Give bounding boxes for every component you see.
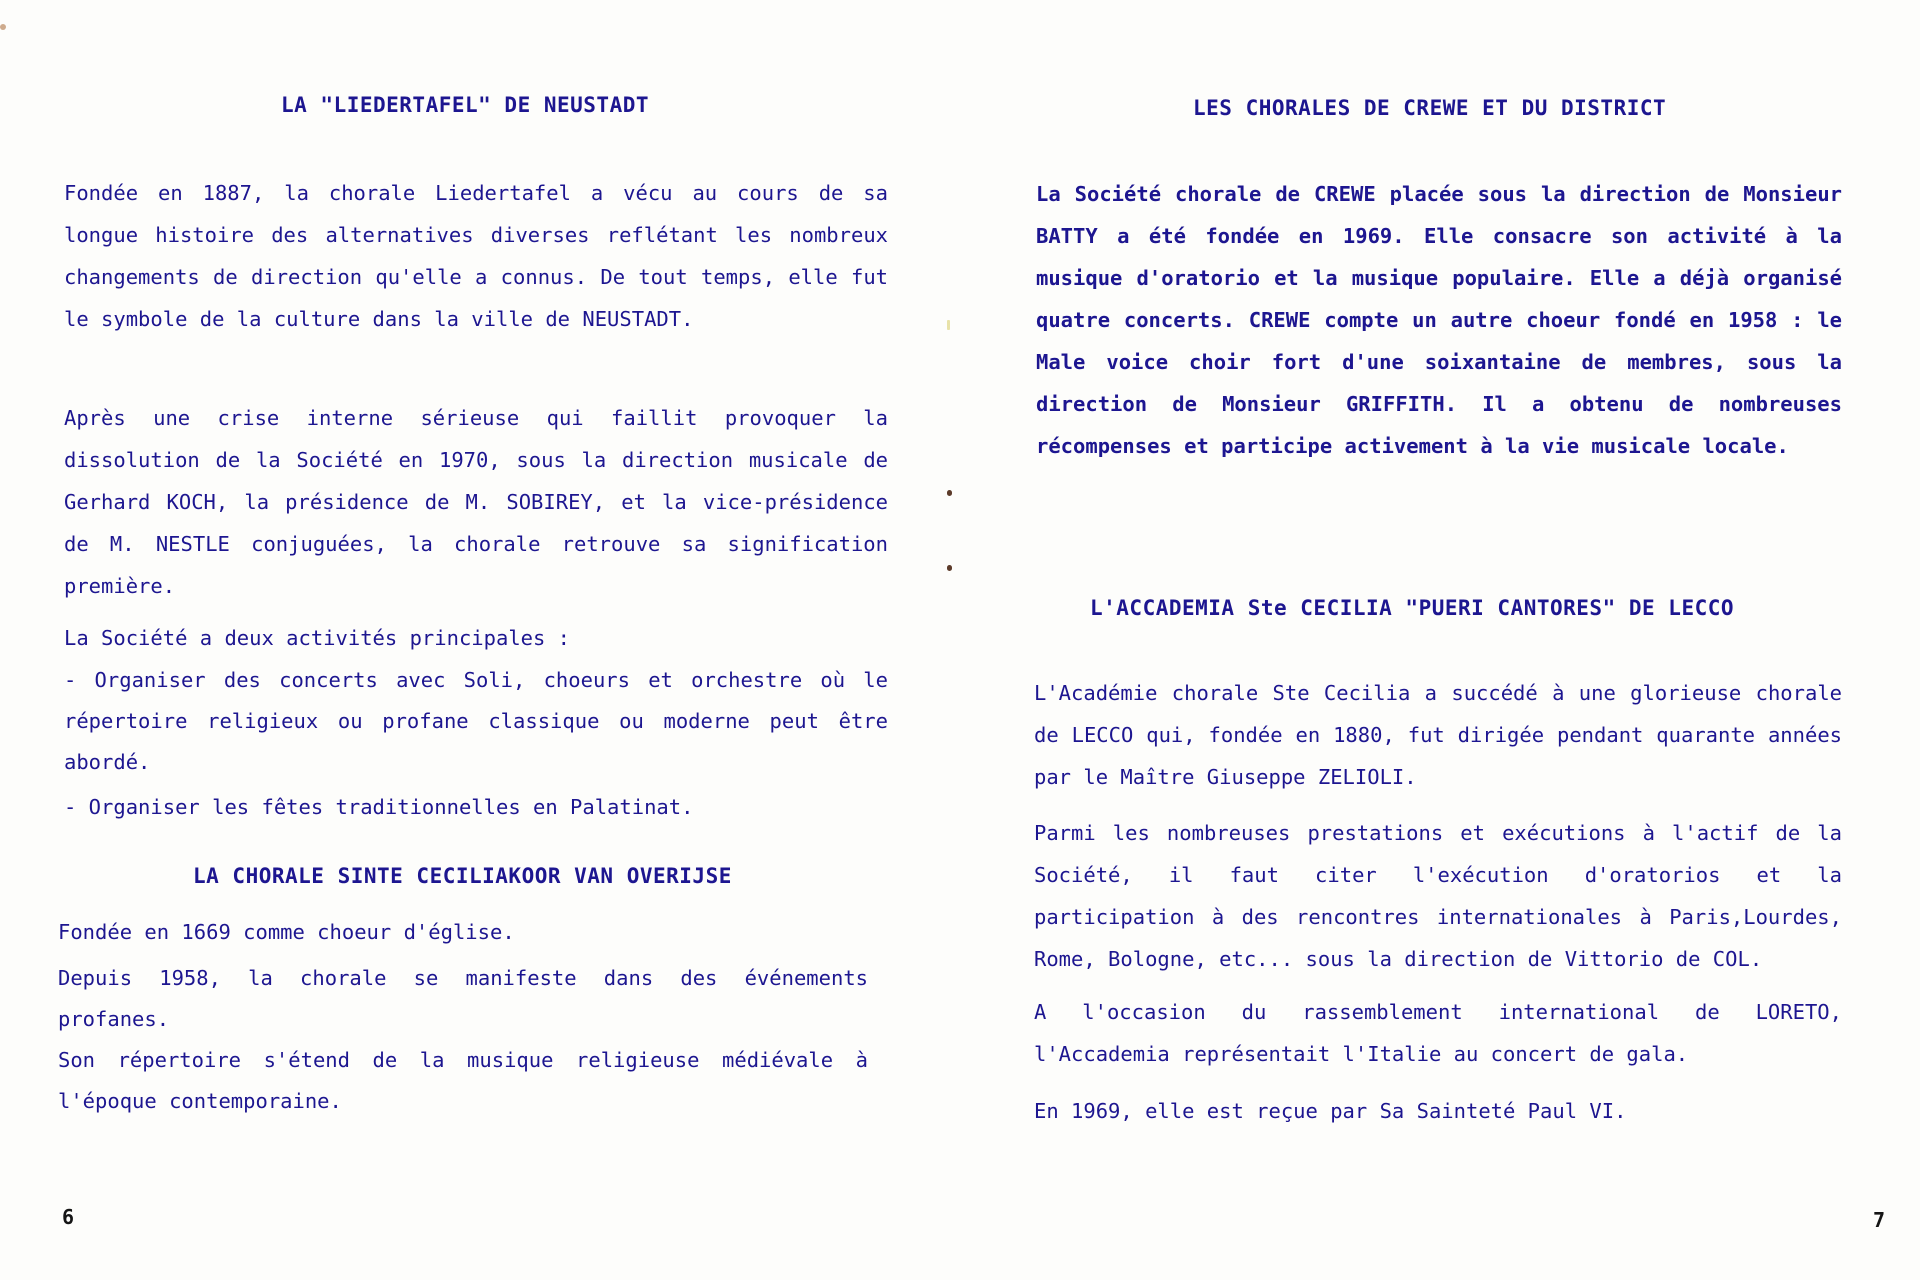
paragraph-activity-concerts: - Organiser des concerts avec Soli, choeurs et orchestre où le répertoire religieux ou profane classique ou moderne peut être abordé. xyxy=(64,668,888,774)
right-page xyxy=(960,0,1920,1280)
paragraph-accademia-loreto: A l'occasion du rassemblement international de LORETO, l'Accademia représentait l'Italie au concert de gala. xyxy=(1034,1000,1842,1066)
paragraph-crewe: La Société chorale de CREWE placée sous la direction de Monsieur BATTY a été fondée en 1969. Elle consacre son activité à la musique d'oratorio et la musique populaire. Elle a déjà organisé quatre concerts. CREWE compte un autre choeur fondé en 1958 : le Male voice choir fort d'une soixantaine de membres, sous la direction de Monsieur GRIFFITH. Il a obtenu de nombreuses récompenses et participe activement à la vie musicale locale. xyxy=(1036,182,1842,458)
page-number-right: 7 xyxy=(1873,1208,1886,1232)
paragraph-liedertafel-crisis: Après une crise interne sérieuse qui faillit provoquer la dissolution de la Société en 1970, sous la direction musicale de Gerhard KOCH, la présidence de M. SOBIREY, et la vice-présidence de M. NESTLE conjuguées, la chorale retrouve sa signification première. xyxy=(64,406,888,598)
paragraph-activities-intro: La Société a deux activités principales : xyxy=(64,626,571,650)
heading-liedertafel: LA "LIEDERTAFEL" DE NEUSTADT xyxy=(281,93,650,117)
paragraph-accademia-paul-vi: En 1969, elle est reçue par Sa Sainteté Paul VI. xyxy=(1034,1099,1627,1123)
gutter-mark xyxy=(947,320,950,330)
heading-sinte-ceciliakoor: LA CHORALE SINTE CECILIAKOOR VAN OVERIJSE xyxy=(193,864,732,888)
gutter-mark xyxy=(947,490,952,496)
sinte-line-since-1958: Depuis 1958, la chorale se manifeste dans des événements profanes. xyxy=(58,966,868,1031)
sinte-line-repertoire: Son répertoire s'étend de la musique religieuse médiévale à l'époque contemporaine. xyxy=(58,1048,868,1113)
paragraph-liedertafel-history: Fondée en 1887, la chorale Liedertafel a vécu au cours de sa longue histoire des alternatives diverses reflétant les nombreux changements de direction qu'elle a connus. De tout temps, elle fut le symbole de la culture dans la ville de NEUSTADT. xyxy=(64,181,888,331)
paragraph-accademia-origin: L'Académie chorale Ste Cecilia a succédé à une glorieuse chorale de LECCO qui, fondée en 1880, fut dirigée pendant quarante années par le Maître Giuseppe ZELIOLI. xyxy=(1034,681,1842,789)
paragraph-activity-festivals: - Organiser les fêtes traditionnelles en Palatinat. xyxy=(64,795,694,819)
gutter-mark xyxy=(947,565,952,571)
sinte-line-founded: Fondée en 1669 comme choeur d'église. xyxy=(58,920,515,944)
page-number-left: 6 xyxy=(62,1205,75,1229)
paragraph-accademia-performances: Parmi les nombreuses prestations et exécutions à l'actif de la Société, il faut citer l'exécution d'oratorios et la participation à des rencontres internationales à Paris,Lourdes, Rome, Bologne, etc... sous la direction de Vittorio de COL. xyxy=(1034,821,1842,971)
heading-accademia: L'ACCADEMIA Ste CECILIA "PUERI CANTORES" DE LECCO xyxy=(1090,596,1735,620)
heading-crewe: LES CHORALES DE CREWE ET DU DISTRICT xyxy=(1193,96,1667,120)
